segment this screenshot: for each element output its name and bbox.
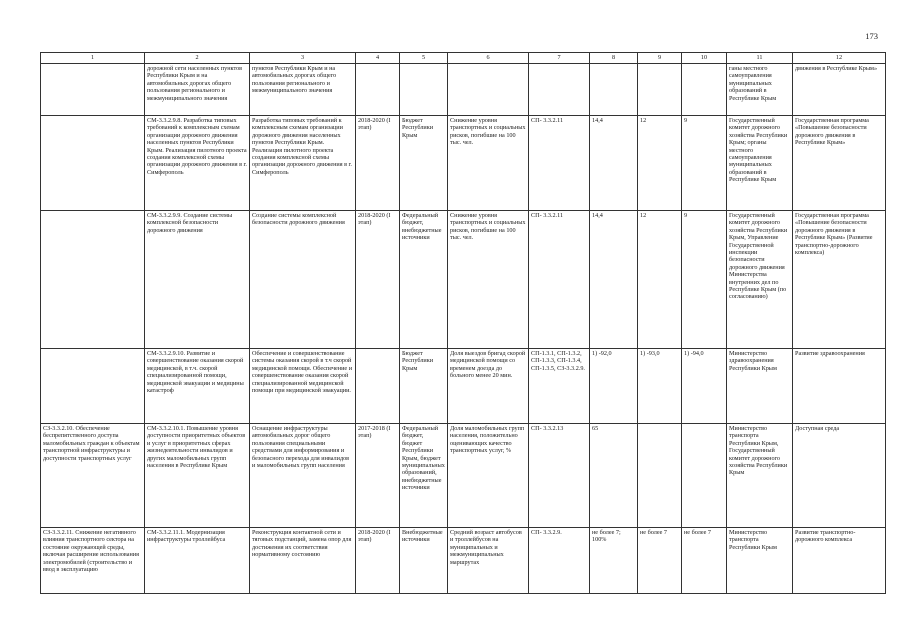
cell-source (400, 64, 448, 116)
cell-period: 2017-2018 (I этап) (356, 424, 400, 528)
cell-source: Федеральный бюджет, внебюджетные источники (400, 211, 448, 349)
cell-measure: дорожной сети населенных пунктов Республики Крым и на автомобильных дорогах общего пользования регионального и межмуниципального значения (145, 64, 250, 116)
cell-measure: СМ-3.3.2.10.1. Повышение уровня доступности приоритетных объектов и услуг в приоритетных сферах жизнедеятельности инвалидов и других маломобильных групп населения в Республике Крым (145, 424, 250, 528)
column-header: 4 (356, 53, 400, 64)
table-row (41, 424, 886, 528)
cell-content: Разработка типовых требований к комплексным схемам организации дорожного движения населенных пунктов Республики Крым. Реализация пилотного проекта создания комплексной схемы организации дорожного движения в г. Симферополь (250, 116, 356, 211)
column-header: 11 (727, 53, 793, 64)
cell-period (356, 349, 400, 424)
cell-responsible: Государственный комитет дорожного хозяйства Республики Крым; органы местного самоуправления муниципальных образований в Республике Крым (727, 116, 793, 211)
cell-code: СП-1.3.1, СП-1.3.2, СП-1.3.3, СП-1.3.4, СП-1.3.5, СЗ-3.3.2.9. (529, 349, 590, 424)
cell-source: Бюджет Республики Крым (400, 116, 448, 211)
cell-code: СП- 3.3.2.9. (529, 528, 590, 594)
cell-period: 2018-2020 (I этап) (356, 211, 400, 349)
cell-value-2: не более 7 (638, 528, 682, 594)
cell-task (41, 211, 145, 349)
table-row (41, 349, 886, 424)
cell-program: движения в Республике Крым» (793, 64, 886, 116)
cell-responsible: Государственный комитет дорожного хозяйства Республики Крым, Управление Государственной инспекции безопасности дорожного движения Министерства внутренних дел по Республике Крым (по согласованию) (727, 211, 793, 349)
cell-responsible: Министерство здравоохранения Республики Крым (727, 349, 793, 424)
cell-code (529, 64, 590, 116)
column-header: 8 (590, 53, 638, 64)
cell-task (41, 349, 145, 424)
column-header: 7 (529, 53, 590, 64)
cell-responsible: Министерство транспорта Республики Крым, Государственный комитет дорожного хозяйства Республики Крым (727, 424, 793, 528)
cell-indicator: Доля маломобильных групп населения, положительно оценивающих качество транспортных услуг, % (448, 424, 529, 528)
cell-indicator: Средний возраст автобусов и троллейбусов на муниципальных и межмуниципальных маршрутах (448, 528, 529, 594)
cell-value-2 (638, 64, 682, 116)
cell-period: 2018-2020 (I этап) (356, 116, 400, 211)
page-number: 173 (865, 31, 878, 41)
cell-content: Создание системы комплексной безопасности дорожного движения (250, 211, 356, 349)
cell-program: Государственная программа «Повышение безопасности дорожного движения в Республике Крым» (Развитие транспортно-дорожного комплекса) (793, 211, 886, 349)
column-header: 1 (41, 53, 145, 64)
cell-task: СЗ-3.3.2.11. Снижение негативного влияния транспортного сектора на состояние окружающей среды, включая расширение использования электромобилей (строительство и ввод в эксплуатацию (41, 528, 145, 594)
cell-value-3: не более 7 (682, 528, 727, 594)
column-header: 3 (250, 53, 356, 64)
column-header: 6 (448, 53, 529, 64)
cell-indicator: Доля выездов бригад скорой медицинской помощи со временем доезда до больного менее 20 мин. (448, 349, 529, 424)
cell-task (41, 116, 145, 211)
table-row (41, 528, 886, 594)
cell-measure: СМ-3.3.2.9.9. Создание системы комплексной безопасности дорожного движения (145, 211, 250, 349)
cell-content: Оснащение инфраструктуры автомобильных дорог общего пользования специальными средствами для информирования и безопасного перехода для инвалидов и маломобильных групп населения (250, 424, 356, 528)
table-row (41, 64, 886, 116)
cell-code: СП- 3.3.2.11 (529, 211, 590, 349)
table-row (41, 116, 886, 211)
cell-value-1: 1) -92,0 (590, 349, 638, 424)
cell-value-3: 9 (682, 116, 727, 211)
cell-indicator: Снижение уровня транспортных и социальных рисков, погибшие на 100 тыс. чел. (448, 116, 529, 211)
cell-program: Развитие здравоохранения (793, 349, 886, 424)
table-header-row (41, 53, 886, 64)
cell-value-3 (682, 64, 727, 116)
cell-source: Федеральный бюджет, бюджет Республики Крым, бюджет муниципальных образований, внебюджетные источники (400, 424, 448, 528)
cell-value-3: 1) -94,0 (682, 349, 727, 424)
cell-value-1: 14,4 (590, 116, 638, 211)
cell-program: Доступная среда (793, 424, 886, 528)
cell-value-3: 9 (682, 211, 727, 349)
cell-code: СП- 3.3.2.13 (529, 424, 590, 528)
cell-responsible: Министерство транспорта Республики Крым (727, 528, 793, 594)
cell-code: СП- 3.3.2.11 (529, 116, 590, 211)
strategy-measures-table (40, 52, 886, 594)
cell-source: Бюджет Республики Крым (400, 349, 448, 424)
cell-task: СЗ-3.3.2.10. Обеспечение беспрепятственного доступа маломобильных граждан к объектам транспортной инфраструктуры и доступности транспортных услуг (41, 424, 145, 528)
cell-value-3 (682, 424, 727, 528)
cell-value-1: не более 7; 100% (590, 528, 638, 594)
cell-value-2: 1) -93,0 (638, 349, 682, 424)
column-header: 5 (400, 53, 448, 64)
table-row (41, 211, 886, 349)
column-header: 2 (145, 53, 250, 64)
column-header: 12 (793, 53, 886, 64)
cell-value-1: 14,4 (590, 211, 638, 349)
cell-program: Развитие транспортно-дорожного комплекса (793, 528, 886, 594)
cell-value-1 (590, 64, 638, 116)
cell-measure: СМ-3.3.2.9.8. Разработка типовых требований к комплексным схемам организации дорожного движения населенных пунктов Республики Крым. Реализация пилотного проекта создания комплексной схемы организации дорожного движения в г. Симферополь (145, 116, 250, 211)
column-header: 10 (682, 53, 727, 64)
cell-value-2: 12 (638, 116, 682, 211)
cell-responsible: ганы местного самоуправления муниципальных образований в Республике Крым (727, 64, 793, 116)
cell-program: Государственная программа «Повышение безопасности дорожного движения в Республике Крым» (793, 116, 886, 211)
cell-content: пунктов Республики Крым и на автомобильных дорогах общего пользования регионального и межмуниципального значения (250, 64, 356, 116)
cell-task (41, 64, 145, 116)
column-header: 9 (638, 53, 682, 64)
cell-period (356, 64, 400, 116)
cell-period: 2018-2020 (I этап) (356, 528, 400, 594)
cell-measure: СМ-3.3.2.9.10. Развитие и совершенствование оказания скорой медицинской, в т.ч. скорой специализированной помощи, медицинской эвакуации и медицины катастроф (145, 349, 250, 424)
cell-content: Реконструкция контактной сети и тяговых подстанций, замена опор для достижения их соответствия нормативному состоянию (250, 528, 356, 594)
cell-indicator: Снижение уровня транспортных и социальных рисков, погибшие на 100 тыс. чел. (448, 211, 529, 349)
cell-content: Обеспечение и совершенствование системы оказания скорой в т.ч скорой медицинской помощи. Обеспечение и совершенствование оказания скорой специализированной медицинской помощи при медицинской эвакуации. (250, 349, 356, 424)
cell-value-1: 65 (590, 424, 638, 528)
cell-measure: СМ-3.3.2.11.1. Модернизация инфраструктуры троллейбуса (145, 528, 250, 594)
cell-indicator (448, 64, 529, 116)
cell-value-2 (638, 424, 682, 528)
cell-value-2: 12 (638, 211, 682, 349)
cell-source: Внебюджетные источники (400, 528, 448, 594)
